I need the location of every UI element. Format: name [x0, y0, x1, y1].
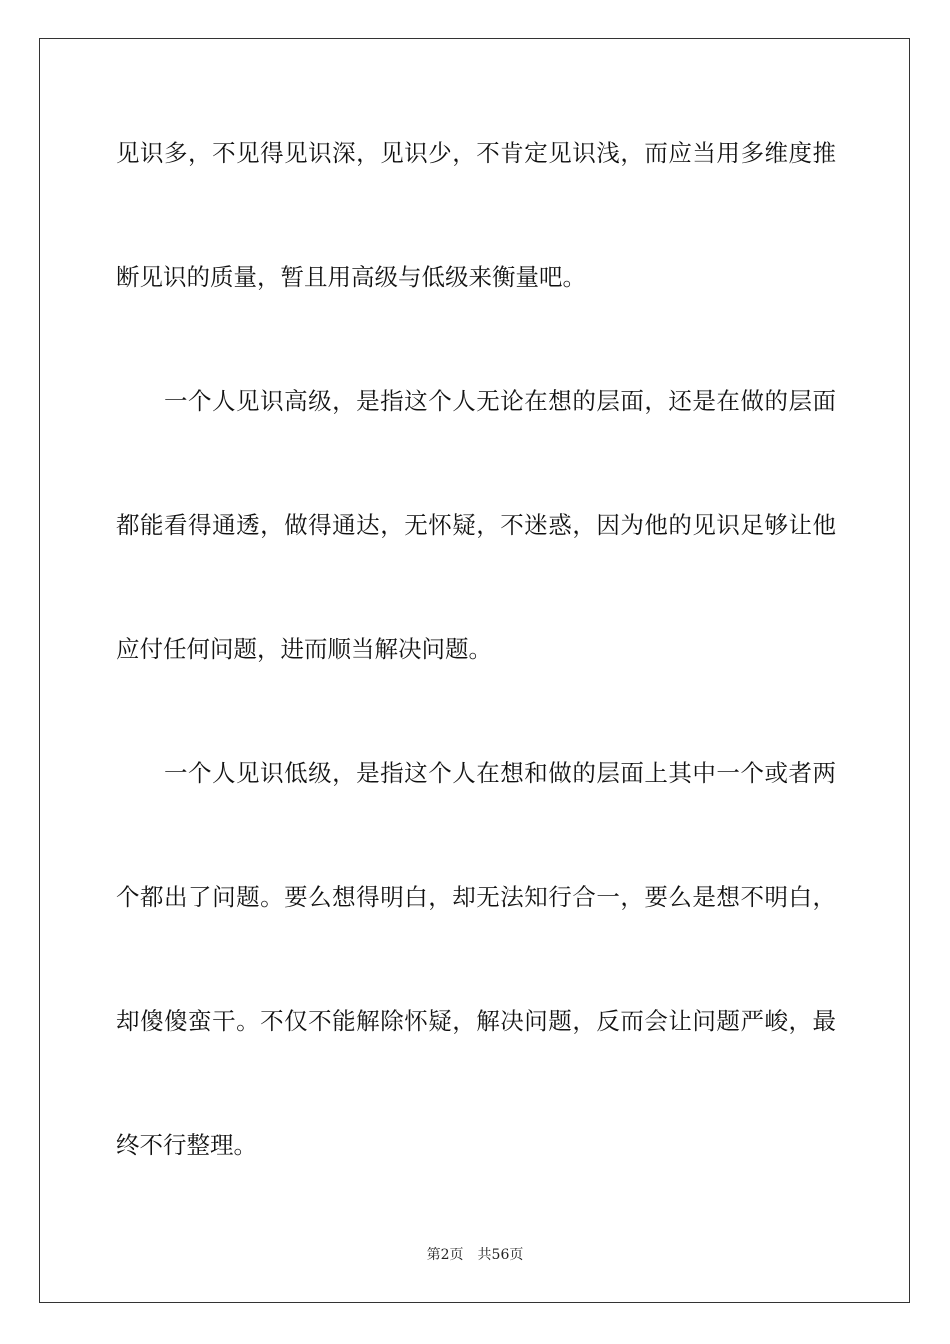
paragraph-line: 都能看得通透，做得通达，无怀疑，不迷惑，因为他的见识足够让他	[116, 511, 836, 539]
paragraph-line: 个都出了问题。要么想得明白，却无法知行合一，要么是想不明白，	[116, 883, 836, 911]
total-pages: 共56页	[477, 1247, 524, 1263]
paragraph-line: 见识多，不见得见识深，见识少，不肯定见识浅，而应当用多维度推	[116, 139, 836, 167]
document-body	[116, 122, 836, 1238]
page-footer	[0, 1244, 950, 1264]
paragraph-line: 终不行整理。	[116, 1131, 257, 1159]
paragraph-line: 一个人见识低级，是指这个人在想和做的层面上其中一个或者两	[164, 759, 836, 787]
paragraph-line: 一个人见识高级，是指这个人无论在想的层面，还是在做的层面	[164, 387, 836, 415]
page-number: 第2页	[426, 1247, 464, 1263]
paragraph-line: 应付任何问题，进而顺当解决问题。	[116, 635, 492, 663]
paragraph-line: 断见识的质量，暂且用高级与低级来衡量吧。	[116, 263, 586, 291]
paragraph-line: 却傻傻蛮干。不仅不能解除怀疑，解决问题，反而会让问题严峻，最	[116, 1007, 836, 1035]
